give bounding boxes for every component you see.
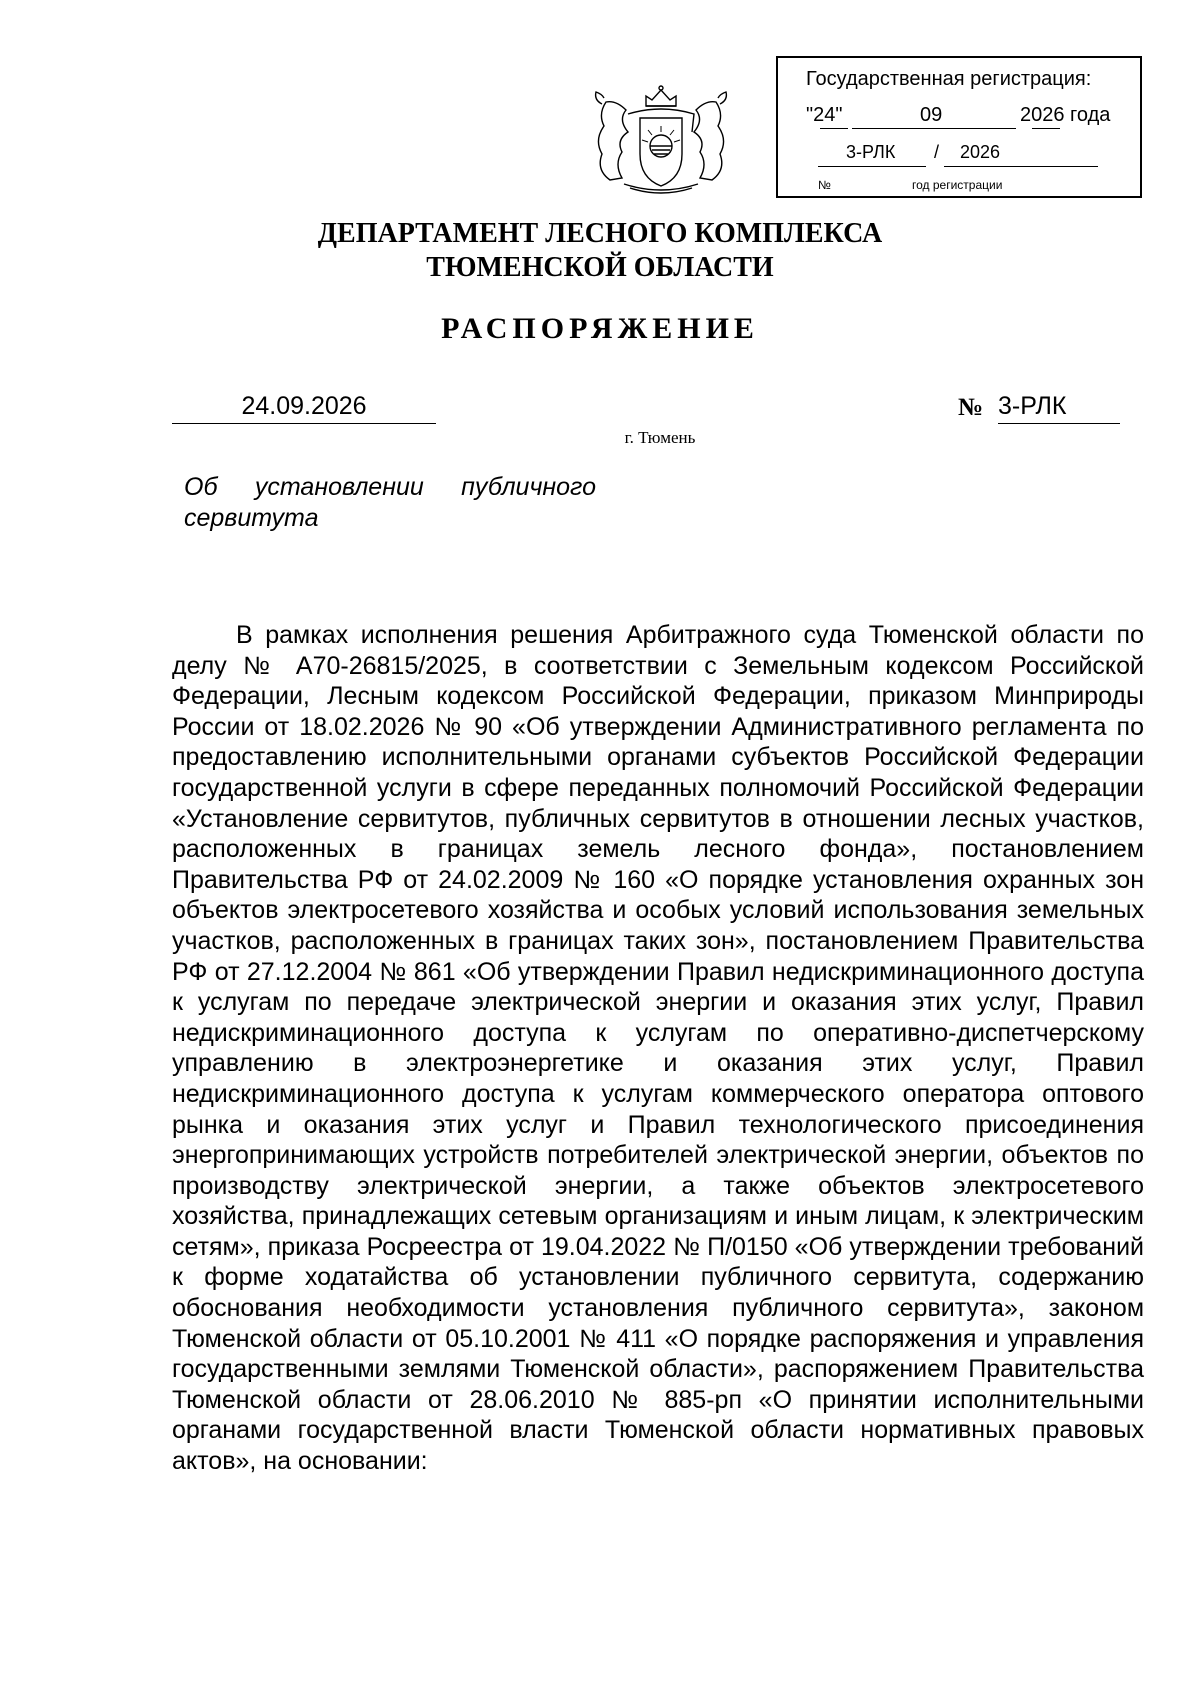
registration-month: 09	[920, 104, 943, 126]
registration-reg-year: 2026	[960, 142, 1001, 162]
registration-year-caption: год регистрации	[912, 178, 1003, 192]
underline	[944, 166, 1098, 167]
registration-number-row	[806, 142, 1136, 168]
department-name-line1: ДЕПАРТАМЕНТ ЛЕСНОГО КОМПЛЕКСА	[317, 218, 883, 249]
document-city: г. Тюмень	[624, 428, 696, 447]
document-date: 24.09.2026	[172, 392, 436, 424]
registration-number: 3-РЛК	[846, 142, 896, 162]
body-paragraph: В рамках исполнения решения Арбитражного суда Тюменской области по делу № А70-26815/2025, в соответствии с Земельным кодексом Российской Федерации, Лесным кодексом Российской Федерации, приказом Минприроды России от 18.02.2026 № 90 «Об утверждении Административного регламента по предоставлению исполнительными органами субъектов Российской Федерации государственной услуги в сфере переданных полномочий Российской Федерации «Установление сервитутов, публичных сервитутов в отношении лесных участков, расположенных в границах земель лесного фонда», постановлением Правительства РФ от 24.02.2009 № 160 «О порядке установления охранных зон объектов электросетевого хозяйства и особых условий использования земельных участков, расположенных в границах таких зон», постановлением Правительства РФ от 27.12.2004 № 861 «Об утверждении Правил недискриминационного доступа к услугам по передаче электрической энергии и оказания этих услуг, Правил недискриминационного доступа к услугам по оперативно-диспетчерскому управлению в электроэнергетике и оказания этих услуг, Правил недискриминационного доступа к услугам коммерческого оператора оптового рынка и оказания этих услуг и Правил технологического присоединения энергопринимающих устройств потребителей электрической энергии, объектов по производству электрической энергии, а также объектов электросетевого хозяйства, принадлежащих сетевым организациям и иным лицам, к электрическим сетям», приказа Росреестра от 19.04.2022 № П/0150 «Об утверждении требований к форме ходатайства об установлении публичного сервитута, содержанию обоснования необходимости установления публичного сервитута», законом Тюменской области от 05.10.2001 № 411 «О порядке распоряжения и управления государственными землями Тюменской области», распоряжением Правительства Тюменской области от 28.06.2010 № 885-рп «О принятии исполнительными органами государственной власти Тюменской области нормативных правовых актов», на основании:	[172, 621, 1144, 1476]
department-name-line2: ТЮМЕНСКОЙ ОБЛАСТИ	[426, 252, 774, 283]
document-number: 3-РЛК	[998, 392, 1120, 424]
subject-line1: Об установлении публичного	[184, 473, 596, 501]
registration-date-row	[806, 104, 1136, 130]
registration-number-caption: №	[818, 178, 831, 192]
underline	[820, 128, 848, 129]
registration-day: "24"	[806, 104, 843, 126]
document-type: РАСПОРЯЖЕНИЕ	[441, 312, 759, 345]
number-sign: №	[958, 394, 984, 421]
state-registration-box	[776, 56, 1142, 198]
registration-separator: /	[934, 142, 940, 162]
underline	[818, 166, 926, 167]
registration-title: Государственная регистрация:	[806, 68, 1092, 90]
registration-year: 2026 года	[1020, 104, 1111, 126]
subject-line2: сервитута	[184, 504, 319, 532]
coat-of-arms-icon	[588, 84, 734, 196]
document-subject	[184, 472, 596, 534]
underline	[852, 128, 1016, 129]
underline	[1032, 128, 1060, 129]
